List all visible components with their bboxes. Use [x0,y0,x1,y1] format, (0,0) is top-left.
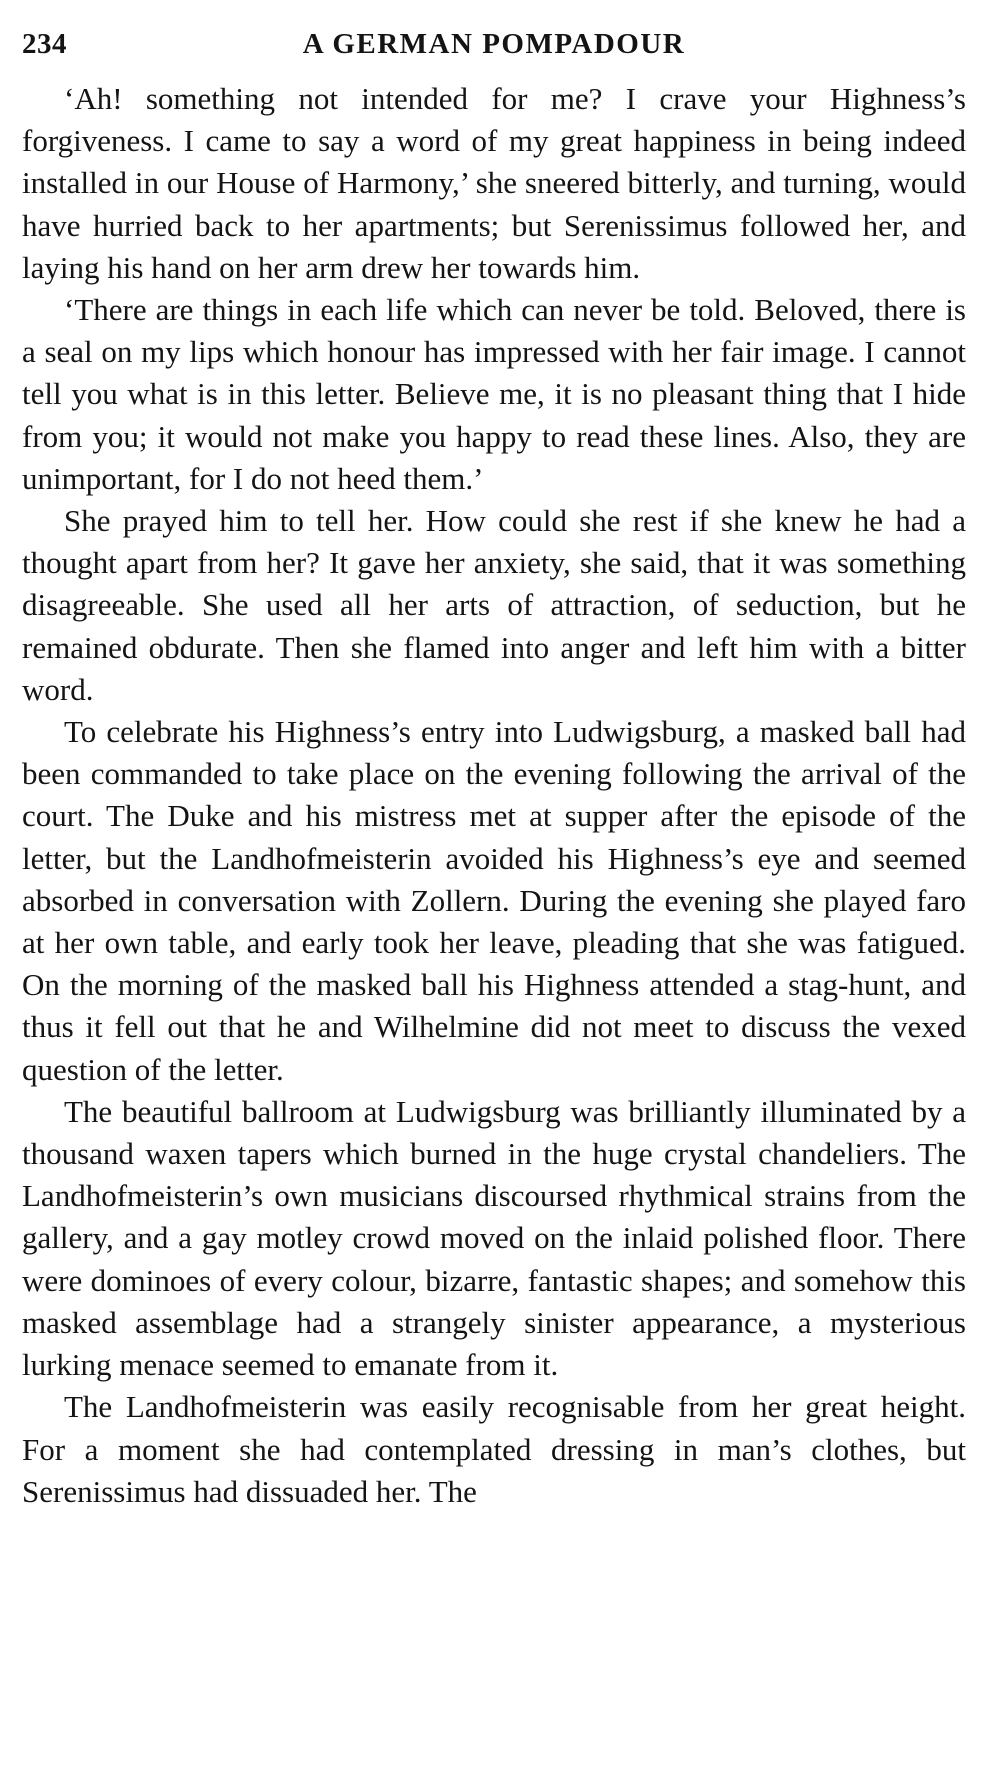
book-page [22,28,966,1513]
page-number: 234 [22,28,67,60]
paragraph-4: To celebrate his Highness’s entry into Ludwigsburg, a masked ball had been commanded to take place on the evening following the arrival of the court. The Duke and his mistress met at supper after the episode of the letter, but the Landhofmeisterin avoided his Highness’s eye and seemed absorbed in conversation with Zollern. During the evening she played faro at her own table, and early took her leave, pleading that she was fatigued. On the morning of the masked ball his Highness attended a stag-hunt, and thus it fell out that he and Wilhelmine did not meet to discuss the vexed question of the letter. [22,714,966,1087]
body-text [22,78,966,1513]
page-header [22,28,966,72]
running-title: A GERMAN POMPADOUR [302,28,686,60]
paragraph-6: The Landhofmeisterin was easily recognisable from her great height. For a moment she had contemplated dressing in man’s clothes, but Serenissimus had dissuaded her. The [22,1389,966,1509]
paragraph-3: She prayed him to tell her. How could she rest if she knew he had a thought apart from her? It gave her anxiety, she said, that it was something disagreeable. She used all her arts of attraction, of seduction, but he remained obdurate. Then she flamed into anger and left him with a bitter word. [22,503,966,707]
paragraph-2: ‘There are things in each life which can never be told. Beloved, there is a seal on my lips which honour has impressed with her fair image. I cannot tell you what is in this letter. Believe me, it is no pleasant thing that I hide from you; it would not make you happy to read these lines. Also, they are unimportant, for I do not heed them.’ [22,292,966,496]
paragraph-1: ‘Ah! something not intended for me? I crave your Highness’s forgiveness. I came to say a word of my great happiness in being indeed installed in our House of Harmony,’ she sneered bitterly, and turning, would have hurried back to her apartments; but Serenissimus followed her, and laying his hand on her arm drew her towards him. [22,81,966,285]
paragraph-5: The beautiful ballroom at Ludwigsburg was brilliantly illuminated by a thousand waxen tapers which burned in the huge crystal chandeliers. The Landhofmeisterin’s own musicians discoursed rhythmical strains from the gallery, and a gay motley crowd moved on the inlaid polished floor. There were dominoes of every colour, bizarre, fantastic shapes; and somehow this masked assemblage had a strangely sinister appearance, a mysterious lurking menace seemed to emanate from it. [22,1093,966,1383]
